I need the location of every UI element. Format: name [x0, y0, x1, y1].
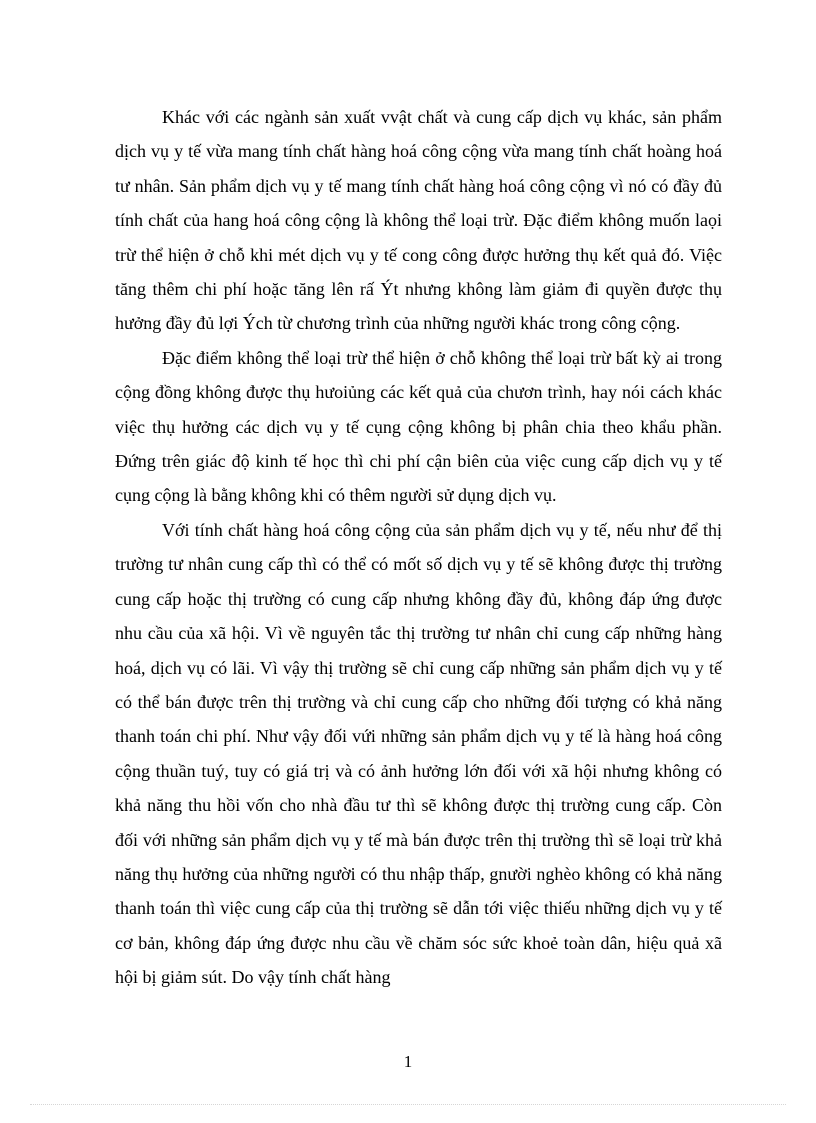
- paragraph-2: Đặc điểm không thể loại trừ thể hiện ở chỗ không thể loại trừ bất kỳ ai trong cộng đồng không được thụ hưoiủng các kết quả của chươn trình, hay nói cách khác việc thụ hưởng các dịch vụ y tế cụng cộng không bị phân chia theo khẩu phần. Đứng trên giác độ kinh tế học thì chi phí cận biên của việc cung cấp dịch vụ y tế cụng cộng là bằng không khi có thêm người sử dụng dịch vụ.: [115, 347, 722, 506]
- paragraph-1: Khác với các ngành sản xuất vvật chất và cung cấp dịch vụ khác, sản phẩm dịch vụ y tế vừa mang tính chất hàng hoá công cộng vừa mang tính chất hoàng hoá tư nhân. Sản phẩm dịch vụ y tế mang tính chất hàng hoá công cộng vì nó có đầy đủ tính chất của hang hoá công cộng là không thể loại trừ. Đặc điểm không muốn laọi trừ thể hiện ở chỗ khi mét dịch vụ y tế cong công được hưởng thụ kết quả đó. Việc tăng thêm chi phí hoặc tăng lên rấ Ýt nhưng không làm giảm đi quyền được thụ hưởng đầy đủ lợi Ých từ chương trình của những người khác trong công cộng.: [115, 107, 722, 334]
- paragraph-3: Với tính chất hàng hoá công cộng của sản phẩm dịch vụ y tế, nếu như để thị trường tư nhân cung cấp thì có thể có mốt số dịch vụ y tế sẽ không được thị trường cung cấp hoặc thị trường có cung cấp nhưng không đầy đủ, không đáp ứng được nhu cầu của xã hội. Vì về nguyên tắc thị trường tư nhân chỉ cung cấp những hàng hoá, dịch vụ có lãi. Vì vậy thị trường sẽ chỉ cung cấp những sản phẩm dịch vụ y tế có thể bán được trên thị trường và chỉ cung cấp cho những đối tượng có khả năng thanh toán chi phí. Như vậy đối vứi những sản phẩm dịch vụ y tế là hàng hoá công cộng thuần tuý, tuy có giá trị và có ảnh hưởng lớn đối với xã hội nhưng không có khả năng thu hồi vốn cho nhà đầu tư thì sẽ không được thị trường cung cấp. Còn đối với những sản phẩm dịch vụ y tế mà bán được trên thị trường thì sẽ loại trừ khả năng thụ hưởng của những người có thu nhập thấp, gnười nghèo không có khả năng thanh toán thì việc cung cấp của thị trường sẽ dẫn tới việc thiếu những dịch vụ y tế cơ bản, không đáp ứng được nhu cầu về chăm sóc sức khoẻ toàn dân, hiệu quả xã hội bị giảm sút. Do vậy tính chất hàng: [115, 519, 722, 988]
- document-body: [115, 100, 722, 995]
- footer-divider: [30, 1104, 786, 1105]
- page-number: 1: [403, 1052, 413, 1071]
